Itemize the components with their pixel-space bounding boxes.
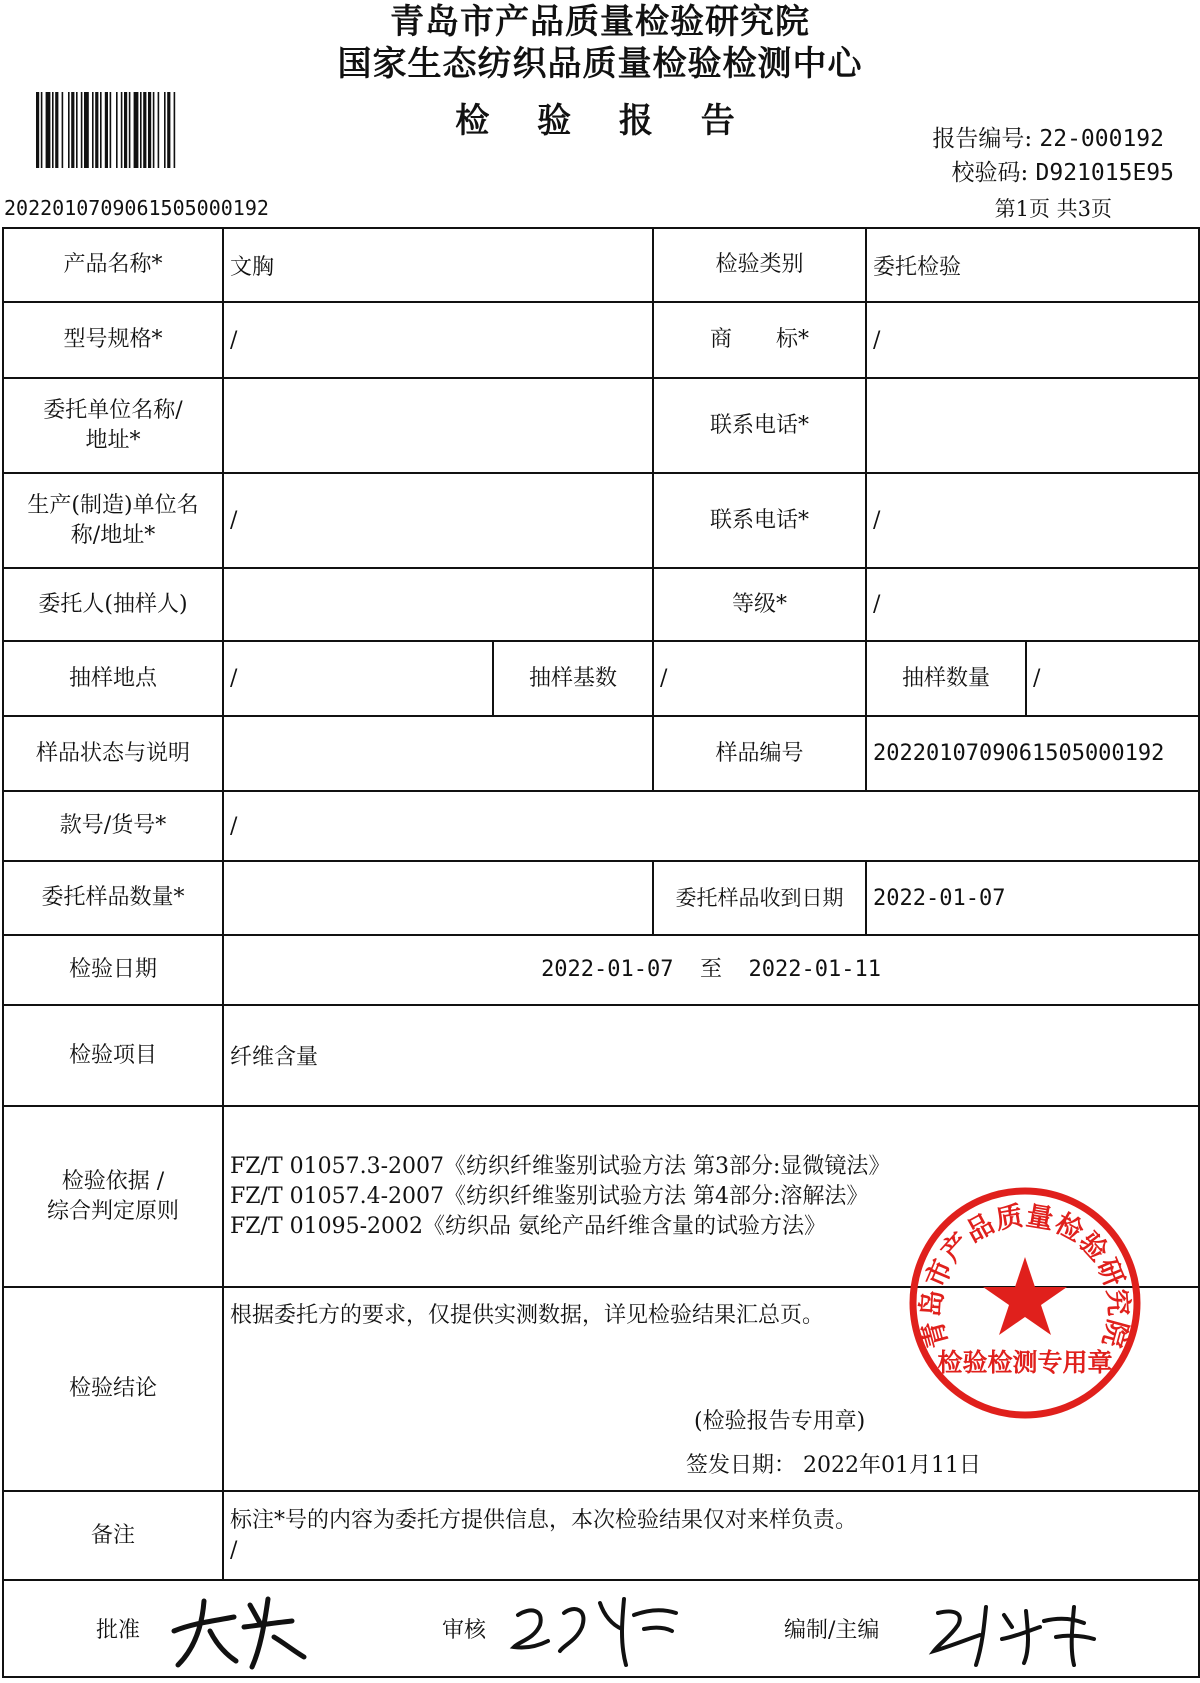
style-no-value: / [223,791,1199,861]
barcode-bar [174,92,176,168]
table-row [3,378,1199,473]
basis-standard-1: FZ/T 01057.3-2007《纺织纤维鉴别试验方法 第3部分:显微镜法》 [230,1153,891,1179]
inspection-seal [907,1185,1143,1421]
compile-label: 编制/主编 [784,1618,880,1643]
conclusion-label: 检验结论 [3,1287,223,1491]
product-name-value: 文胸 [223,228,653,302]
client-value [223,378,653,473]
barcode-bar [143,92,146,168]
check-code-value: D921015E95 [1035,160,1174,186]
table-row [3,716,1199,791]
barcode-bar [81,92,83,168]
client-phone-label: 联系电话* [653,378,866,473]
barcode-bar [100,92,102,168]
barcode-bar [116,92,118,168]
sample-state-label: 样品状态与说明 [3,716,223,791]
table-row [3,568,1199,641]
table-row [3,302,1199,378]
barcode-bar [105,92,108,168]
barcode-bar [46,92,51,168]
manufacturer-phone-value: / [866,473,1199,568]
client-label [3,378,223,473]
sampling-place-label: 抽样地点 [3,641,223,716]
remarks-line-1: 标注*号的内容为委托方提供信息，本次检验结果仅对来样负责。 [230,1507,858,1533]
report-form [2,227,1200,1678]
manufacturer-phone-label: 联系电话* [653,473,866,568]
client-label-line2: 地址* [85,427,141,453]
sampling-base-label: 抽样基数 [493,641,653,716]
remarks-value [223,1491,1199,1580]
sampling-place-value: / [223,641,493,716]
received-date-label: 委托样品收到日期 [653,861,866,935]
report-number-label: 报告编号: [932,126,1033,152]
report-number-value: 22-000192 [1039,126,1164,152]
barcode-bar [76,92,78,168]
approve-signature [164,1587,314,1671]
barcode-bar [134,92,139,168]
inspection-items-value: 纤维含量 [223,1005,1199,1106]
manufacturer-label-line2: 称/地址* [70,522,156,548]
sample-state-value [223,716,653,791]
barcode-bar [148,92,151,168]
barcode-bar [164,92,166,168]
received-date-value: 2022-01-07 [866,861,1199,935]
seal-star-icon [983,1257,1067,1335]
signature-row [3,1580,1199,1677]
barcode-bar [52,92,54,168]
table-row [3,791,1199,861]
barcode-bar [167,92,170,168]
model-value: / [223,302,653,378]
table-row [3,935,1199,1005]
institute-title: 青岛市产品质量检验研究院 [390,2,810,42]
sample-no-label: 样品编号 [653,716,866,791]
table-row [3,641,1199,716]
barcode-bar [95,92,98,168]
sampling-qty-label: 抽样数量 [866,641,1026,716]
barcode-bar [92,92,94,168]
barcode-bar [84,92,89,168]
basis-label-line1: 检验依据 / [61,1168,165,1194]
trademark-value: / [866,302,1199,378]
table-row [3,1580,1199,1677]
report-title: 检 验 报 告 [455,101,753,141]
barcode-bar [158,92,160,168]
barcode-bar [110,92,112,168]
barcode-bar [62,92,64,168]
grade-value: / [866,568,1199,641]
seal-ring-text: 青岛市产品质量检验研究院 [916,1200,1134,1352]
manufacturer-label [3,473,223,568]
barcode-number: 20220107090615050001​92 [4,196,269,220]
basis-standard-2: FZ/T 01057.4-2007《纺织纤维鉴别试验方法 第4部分:溶解法》 [230,1183,869,1209]
sample-qty-label: 委托样品数量* [3,861,223,935]
sampling-base-value: / [653,641,866,716]
barcode-bar [41,92,43,168]
barcode-bar [55,92,58,168]
barcode [36,92,242,168]
approve-label: 批准 [96,1618,141,1643]
grade-label: 等级* [653,568,866,641]
table-row [3,228,1199,302]
issue-date [686,1448,981,1479]
barcode-bar [71,92,74,168]
barcode-bar [36,92,39,168]
model-label: 型号规格* [3,302,223,378]
sampler-label: 委托人(抽样人) [3,568,223,641]
table-row [3,473,1199,568]
barcode-bar [140,92,142,168]
barcode-bar [124,92,127,168]
inspection-items-label: 检验项目 [3,1005,223,1106]
inspection-date-value: 2022-01-07 至 2022-01-11 [223,935,1199,1005]
check-code-label: 校验码: [951,160,1029,186]
page-info: 第1页 共3页 [994,197,1112,221]
sampling-qty-value: / [1026,641,1199,716]
sample-no-value: 20220107090615050001​92 [866,716,1199,791]
table-row [3,861,1199,935]
barcode-bar [129,92,131,168]
trademark-label: 商 标* [653,302,866,378]
issue-date-value: 2022年01月11日 [803,1453,981,1478]
sampler-value [223,568,653,641]
barcode-bar [68,92,70,168]
conclusion-text: 根据委托方的要求，仅提供实测数据，详见检验结果汇总页。 [230,1303,825,1328]
review-signature [504,1585,684,1671]
review-label: 审核 [442,1618,487,1643]
check-code [951,158,1174,188]
compile-signature [924,1591,1114,1671]
inspection-type-label: 检验类别 [653,228,866,302]
remarks-line-2: / [230,1537,238,1563]
basis-standard-3: FZ/T 01095-2002《纺织品 氨纶产品纤维含量的试验方法》 [230,1213,827,1239]
table-row [3,1005,1199,1106]
report-number [932,124,1164,154]
basis-label [3,1106,223,1287]
sample-qty-value [223,861,653,935]
manufacturer-label-line1: 生产(制造)单位名 [27,492,199,518]
client-label-line1: 委托单位名称/ [43,397,183,423]
basis-label-line2: 综合判定原则 [46,1198,179,1224]
center-title: 国家生态纺织品质量检验检测中心 [337,44,863,84]
client-phone-value [866,378,1199,473]
product-name-label: 产品名称* [3,228,223,302]
seal-bottom-text: 检验检测专用章 [937,1348,1113,1377]
table-row [3,1491,1199,1580]
style-no-label: 款号/货号* [3,791,223,861]
inspection-date-label: 检验日期 [3,935,223,1005]
inspection-type-value: 委托检验 [866,228,1199,302]
remarks-label: 备注 [3,1491,223,1580]
manufacturer-value: / [223,473,653,568]
barcode-bar [153,92,155,168]
seal-note: (检验报告专用章) [694,1409,866,1434]
issue-date-label: 签发日期： [686,1453,797,1478]
barcode-bar [121,92,123,168]
